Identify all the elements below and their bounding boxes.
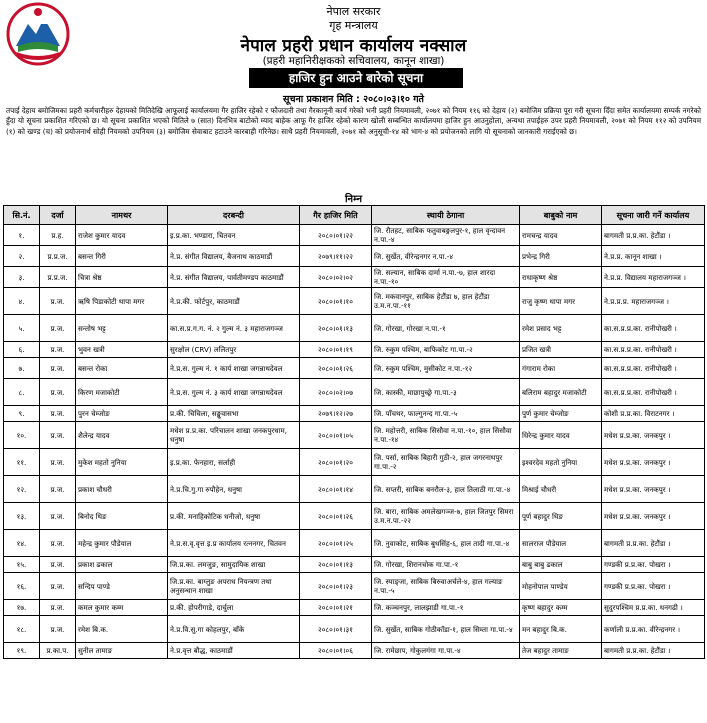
cell-father-name: गंगाराम रोका [520,358,602,379]
cell-issuing-office: मधेश प्र.प्र.का. जनकपुर । [602,422,705,449]
cell-serial: २. [4,246,40,267]
cell-name: सन्दिप पाण्डे [76,573,168,600]
cell-posting: ने.प्र.वि.सु.गा कोहलपुर, बाँके [168,616,300,643]
cell-rank: प्र.ज. [40,422,76,449]
cell-serial: १९. [4,643,40,659]
cell-serial: १०. [4,422,40,449]
cell-absent-date: २०८०।०१।०५ [300,422,372,449]
cell-serial: ६. [4,342,40,358]
cell-rank: प्र.ज. [40,557,76,573]
cell-father-name: कृष्ण बहादुर कम्म [520,600,602,616]
cell-absent-date: २०८०।०१।२६ [300,358,372,379]
cell-issuing-office: का.स.प्र.प्र.का. रानीपोखरी । [602,358,705,379]
cell-serial: ४. [4,288,40,315]
table-row [4,476,705,503]
cell-issuing-office: का.स.प्र.प्र.का. रानीपोखरी । [602,379,705,406]
column-header-issuing-office: सूचना जारी गर्ने कार्यालय [602,206,705,225]
cell-issuing-office: मधेश प्र.प्र.का. जनकपुर । [602,449,705,476]
cell-name: पुरन चेम्जोङ [76,406,168,422]
table-row [4,530,705,557]
cell-serial: १७. [4,600,40,616]
cell-name: सुनील तामाङ [76,643,168,659]
cell-address: जि. कञ्चनपुर, लालझाडी गा.पा.-१ [372,600,520,616]
cell-rank: प्र.ज. [40,342,76,358]
header-line-2: गृह मन्त्रालय [329,19,378,32]
cell-name: बिनोद थिङ [76,503,168,530]
cell-posting: ने.प्र.स. गुल्म नं. ३ कार्य शाखा जगन्नाथदेवल [168,379,300,406]
cell-father-name: मिश्राई चौधरी [520,476,602,503]
cell-father-name: बलिराम बहादुर मजाकोटी [520,379,602,406]
cell-name: प्रकाश ढकाल [76,557,168,573]
cell-issuing-office: का.स.प्र.प्र.का. रानीपोखरी । [602,315,705,342]
cell-absent-date: २०८०।०१।२३ [300,573,372,600]
table-row [4,600,705,616]
column-header-rank: दर्जा [40,206,76,225]
cell-absent-date: २०८०।०१।२६ [300,503,372,530]
table-row [4,288,705,315]
table-body [4,225,705,659]
cell-issuing-office: मधेश प्र.प्र.का. जनकपुर । [602,503,705,530]
cell-posting: ने.प्र. संगीत विद्यालय, बैजनाथ काठमाडौं [168,246,300,267]
cell-rank: प्र.ज. [40,503,76,530]
table-row [4,225,705,246]
cell-name: राजेश कुमार यादव [76,225,168,246]
publish-date: सूचना प्रकाशन मिति : २०८०।०३।१० गते [283,94,424,105]
notice-title-banner: हाजिर हुन आउने बारेको सूचना [249,68,463,88]
cell-issuing-office: बागमती प्र.प्र.का. हेटौंडा । [602,530,705,557]
cell-serial: १३. [4,503,40,530]
cell-serial: १८. [4,616,40,643]
table-row [4,557,705,573]
cell-rank: प्र.ज. [40,288,76,315]
cell-posting: प्र.की. मनाहिकोटिक धनीजो, धनुषा [168,503,300,530]
cell-posting: ने.प्र. संगीत विद्यालय, पार्वतीमण्डप काठमाडौं [168,267,300,288]
table-row [4,422,705,449]
table-row [4,342,705,358]
cell-father-name: प्रजित खत्री [520,342,602,358]
table-row [4,643,705,659]
cell-absent-date: २०८०।०१।२० [300,449,372,476]
table-row [4,406,705,422]
cell-issuing-office: ने.प्र.प्र.प्र. महाराजगञ्ज । [602,288,705,315]
cell-father-name: राधाकृष्ण श्रेष्ठ [520,267,602,288]
cell-posting: ने.प्र.चि.गु.गा रुपौहेन, धनुषा [168,476,300,503]
column-header-posting: दरबन्दी [168,206,300,225]
cell-absent-date: २०७९।१२।२७ [300,406,372,422]
cell-father-name: धिरेन्द्र कुमार यादव [520,422,602,449]
cell-father-name: प्रभेन्द्र गिरी [520,246,602,267]
cell-father-name: मोहनोपाल पाण्डेय [520,573,602,600]
cell-rank: प्र.ज. [40,358,76,379]
cell-address: जि. नुवाकोट, साबिक बुधसिंह-६, हाल तादी गा.पा.-४ [372,530,520,557]
cell-posting: सुरक्षोल (CRV) ललितपुर [168,342,300,358]
cell-rank: प्र.ज. [40,315,76,342]
header-line-1: नेपाल सरकार [326,5,381,18]
cell-father-name: रामचन्द्र यादव [520,225,602,246]
cell-absent-date: २०८०।०१।१९ [300,342,372,358]
cell-serial: १. [4,225,40,246]
cell-absent-date: २०८०।०१।२२ [300,225,372,246]
cell-serial: १६. [4,573,40,600]
cell-name: शैलेन्द्र यादव [76,422,168,449]
cell-posting: इ.प्र.का. भण्डारा, चितवन [168,225,300,246]
cell-father-name: पुर्ण कुमार चेम्जोङ [520,406,602,422]
cell-name: महेन्द्र कुमार पौडेयाल [76,530,168,557]
cell-issuing-office: ने.प्र.प्र. विद्यालय महाराजगञ्ज । [602,267,705,288]
cell-name: भुवन खत्री [76,342,168,358]
cell-posting: का.स.प्र.ग.ग. नं. २ गुल्म नं. ३ महाराजगञ्ज [168,315,300,342]
cell-absent-date: २०८०।०२।०२ [300,267,372,288]
cell-name: कमल कुमार कम्म [76,600,168,616]
cell-name: प्रकाश चौधरी [76,476,168,503]
cell-address: जि. रामेछाप, गोकुलगंगा गा.पा.-४ [372,643,520,659]
cell-posting: प्र.की. चिचिला, सङ्खुवासभा [168,406,300,422]
table-row [4,267,705,288]
cell-serial: १५. [4,557,40,573]
cell-issuing-office: कोशी प्र.प्र.का. विराटनगर । [602,406,705,422]
cell-absent-date: २०८०।०१।१० [300,288,372,315]
cell-name: किरण मजाकोटी [76,379,168,406]
table-row [4,358,705,379]
cell-issuing-office: मधेश प्र.प्र.का. जनकपुर । [602,476,705,503]
cell-rank: प्र.का.प. [40,643,76,659]
table-row [4,246,705,267]
cell-issuing-office: गण्डकी प्र.प्र.का. पोखरा । [602,573,705,600]
cell-rank: प्र.ज. [40,449,76,476]
cell-absent-date: २०८०।०१।०६ [300,643,372,659]
cell-address: जि. सप्तरी, साबिक बनरौल-३, हाल तिलाठी गा.पा.-४ [372,476,520,503]
cell-serial: ८. [4,379,40,406]
column-header-name: नामथर [76,206,168,225]
cell-name: बसन्त रोका [76,358,168,379]
cell-serial: ७. [4,358,40,379]
column-header-father-name: बाबुको नाम [520,206,602,225]
cell-address: जि. कास्की, माछापुच्छ्रे गा.पा.-३ [372,379,520,406]
cell-absent-date: २०८०।०१।१३ [300,315,372,342]
cell-serial: ३. [4,267,40,288]
cell-address: जि. गोरखा, शिरानचोक गा.पा.-१ [372,557,520,573]
cell-address: जि. रौतहट, साबिक फतुवाबङ्गलपुर-१, हाल वृन्दावन न.पा.-४ [372,225,520,246]
cell-address: जि. सुर्खेत, वीरेन्द्रनगर न.पा.-४ [372,246,520,267]
table-row [4,503,705,530]
cell-father-name: सालराज पौडेयाल [520,530,602,557]
cell-rank: प्र.ज. [40,406,76,422]
table-row [4,449,705,476]
cell-serial: ११. [4,449,40,476]
cell-posting: इ.प्र.का. फेनहारा, सर्लाही [168,449,300,476]
cell-posting: जि.प्र.का. लमजुङ, सामुदायिक शाखा [168,557,300,573]
cell-posting: ने.प्र.स.वृ.वृत्त इ.प्र कार्यालय रत्ननगर, चितवन [168,530,300,557]
table-header-row [4,206,705,225]
cell-serial: १४. [4,530,40,557]
cell-issuing-office: गण्डकी प्र.प्र.का. पोखरा । [602,557,705,573]
cell-posting: प्र.की. होपरीगाडे, दार्चुला [168,600,300,616]
cell-rank: प्र.ज. [40,476,76,503]
cell-rank: प्र.प्र.ज. [40,246,76,267]
cell-address: जि. पाँचथर, फाल्गुनन्द गा.पा.-५ [372,406,520,422]
cell-rank: प्र.ज. [40,616,76,643]
cell-rank: प्र.ज. [40,600,76,616]
cell-issuing-office: का.स.प्र.प्र.का. रानीपोखरी । [602,342,705,358]
table-row [4,379,705,406]
cell-rank: प्र.ह. [40,225,76,246]
cell-posting: ने.प्र.की. फोर्टपुर, काठमाडौं [168,288,300,315]
cell-absent-date: २०८०।०१।२५ [300,530,372,557]
cell-name: रमेश बि.क. [76,616,168,643]
cell-absent-date: २०८०।०१।३१ [300,616,372,643]
cell-rank: प्र.ज. [40,530,76,557]
cell-address: जि. महोत्तरी, साबिक सिसौवा न.पा.-१०, हाल सिसौवा न.पा.-१४ [372,422,520,449]
cell-posting: ने.प्र.वृत्त बौद्ध, काठमाडौं [168,643,300,659]
list-title: निम्न [344,194,363,205]
cell-absent-date: २०७९।११।२२ [300,246,372,267]
cell-father-name: रमेश प्रसाद भट्ट [520,315,602,342]
cell-absent-date: २०८०।०२।०७ [300,379,372,406]
cell-name: ऋषि पिडाकोटी थापा मगर [76,288,168,315]
page-title: नेपाल प्रहरी प्रधान कार्यालय नक्साल [240,36,467,56]
cell-name: चित्रा श्रेष्ठ [76,267,168,288]
cell-issuing-office: बागमती प्र.प्र.का. हेटौंडा । [602,225,705,246]
cell-name: सन्तोष भट्ट [76,315,168,342]
cell-father-name: तेज बहादुर तामाङ [520,643,602,659]
cell-address: जि. सल्यान, साबिक दार्मा न.पा.-७, हाल शारदा न.पा.-१० [372,267,520,288]
cell-issuing-office: बागमती प्र.प्र.का. हेटौंडा । [602,643,705,659]
cell-rank: प्र.ज. [40,379,76,406]
cell-address: जि. रुकुम पश्चिम, मुसीकोट न.पा.-१२ [372,358,520,379]
cell-rank: प्र.ज. [40,573,76,600]
column-header-absent-date: गैर हाजिर मिति [300,206,372,225]
cell-posting: मधेश प्र.प्र.का. परिचालन शाखा जनकपुरधाम, धनुषा [168,422,300,449]
cell-serial: १२. [4,476,40,503]
cell-address: जि. स्याङ्जा, साबिक बिरुवाअर्चले-४, हाल गल्याङ न.पा.-५ [372,573,520,600]
table-row [4,315,705,342]
cell-absent-date: २०८०।०१।१४ [300,476,372,503]
absentee-table [3,205,705,659]
cell-address: जि. सुर्खेत, साबिक गोठीकाँडा-१, हाल सिम्ता गा.पा.-४ [372,616,520,643]
cell-address: जि. रुकुम पश्चिम, बाफिकोट गा.पा.-२ [372,342,520,358]
cell-address: जि. गोरखा, गोरखा न.पा.-१ [372,315,520,342]
cell-absent-date: २०८०।०१।१३ [300,557,372,573]
cell-father-name: राजु कृष्ण थापा मगर [520,288,602,315]
table-row [4,616,705,643]
column-header-address: स्थायी ठेगाना [372,206,520,225]
cell-address: जि. पर्सा, साबिक बिहारी गुठी-२, हाल जगरनाथपुर गा.पा.-२ [372,449,520,476]
cell-posting: जि.प्र.का. बाग्लुङ अपराध नियन्त्रण तथा अनुसन्धान शाखा [168,573,300,600]
cell-issuing-office: ने.प्र.प्र. कानून शाखा । [602,246,705,267]
cell-serial: ५. [4,315,40,342]
cell-absent-date: २०८०।०१।२१ [300,600,372,616]
cell-father-name: मन बहादुर बि.क. [520,616,602,643]
cell-address: जि. बारा, साबिक अमलेखगञ्ज-७, हाल जितपुर सिमरा उ.म.न.पा.-२२ [372,503,520,530]
cell-address: जि. मकवानपुर, साबिक हेटौंडा ७, हाल हेटौंडा उ.म.न.पा.-११ [372,288,520,315]
cell-posting: ने.प्र.स. गुल्म नं. १ कार्य शाखा जगन्नाथदेवल [168,358,300,379]
cell-name: मुकेश महतो नुनिया [76,449,168,476]
table-row [4,573,705,600]
cell-issuing-office: कर्णाली प्र.प्र.का. वीरेन्द्रनगर । [602,616,705,643]
cell-father-name: पूर्ण बहादुर थिङ [520,503,602,530]
cell-issuing-office: सुदुरपश्चिम प्र.प्र.का. धनगढी । [602,600,705,616]
cell-name: बसन्त गिरी [76,246,168,267]
column-header-serial: सि.नं. [4,206,40,225]
cell-rank: प्र.प्र.ज. [40,267,76,288]
cell-serial: ९. [4,406,40,422]
cell-father-name: बाबु बाबु ढकाल [520,557,602,573]
page-subtitle: (प्रहरी महानिरीक्षकको सचिवालय, कानून शाखा) [262,55,445,67]
notice-body-text: तपाई देहाय बमोजिमका प्रहरी कर्मचारीहरु देहायको मितिदेखि आफूलाई कार्यालयमा गैर हाजिर रहेको र फौजदारी तथा गैरकानूनी कार्य गरेको भनी प्रहरी नियमावली, २०७१ को नियम ११६ को देहाय (२) बमोजिम प्रक्रिया पूरा गरी सूचना दिँदा समेत कार्यालयमा सम्पर्क नगरेको हुँदा यो सूचना प्रकाशित गरिएको छ। यो सूचना प्रकाशित भएको मितिले ७ (सात) दिनभित्र बाटोको म्याद बाहेक आफू गैर हाजिर रहेको कारण खोली सम्बन्धित कार्यालयमा हाजिर हुन आउनुहोला, अन्यथा तपाईहरु उपर प्रहरी नियमावली, २०७१ को नियम ११२ को उपनियम (१) को खण्ड (च) को प्रयोजनार्थ सोही नियमको उपनियम (३) बमोजिम सेवाबाट हटाउने कारबाही गरिनेछ। साथै प्रहरी नियमावली, २०७१ को अनुसूची-१४ को भाग-४ को प्रयोजनको लागि यो सूचनाको जानकारी गराईएको छ। [6,106,701,136]
cell-father-name: इश्वरदेव महतो नुनिया [520,449,602,476]
